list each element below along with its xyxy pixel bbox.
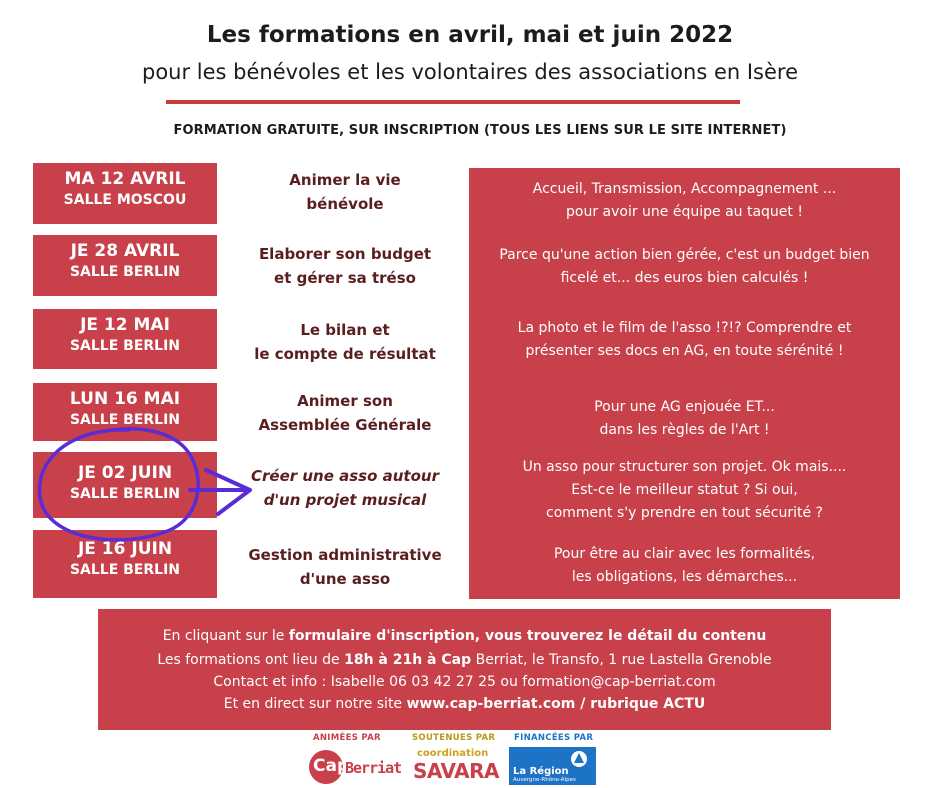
- session-date: JE 28 AVRIL: [70, 241, 180, 261]
- session-description: [469, 543, 900, 589]
- session-room: SALLE BERLIN: [69, 338, 181, 354]
- region-name-text: La Région: [513, 766, 569, 777]
- session-topic: [236, 389, 454, 437]
- cap-berriat-logo: [309, 750, 405, 784]
- session-date: JE 16 JUIN: [77, 539, 173, 559]
- session-description-line: Accueil, Transmission, Accompagnement ...: [532, 181, 837, 197]
- page-title: Les formations en avril, mai et juin 2022: [206, 22, 734, 48]
- page-subtitle: pour les bénévoles et les volontaires des associations en Isère: [141, 60, 798, 84]
- session-topic: [236, 543, 454, 591]
- region-subname-text: Auvergne-Rhône-Alpes: [513, 777, 576, 783]
- session-topic-line: et gérer sa tréso: [274, 269, 416, 287]
- session-topic-line: le compte de résultat: [254, 345, 436, 363]
- session-description-line: Est-ce le meilleur statut ? Si oui,: [571, 482, 798, 498]
- session-topic-line: Créer une asso autour: [251, 467, 439, 485]
- session-room: SALLE BERLIN: [69, 264, 181, 280]
- supported-by-label: SOUTENUES PAR: [412, 733, 496, 743]
- session-topic-line: d'un projet musical: [263, 491, 427, 509]
- session-description-line: présenter ses docs en AG, en toute sérénité !: [525, 343, 844, 359]
- registration-form-link[interactable]: formulaire d'inscription, vous trouverez le détail du contenu: [288, 628, 767, 644]
- session-description-line: pour avoir une équipe au taquet !: [566, 204, 803, 220]
- session-topic-line: bénévole: [306, 195, 384, 213]
- savara-coordination-text: coordination: [417, 748, 489, 759]
- session-topic-line: d'une asso: [299, 570, 391, 588]
- free-registration-notice: FORMATION GRATUITE, SUR INSCRIPTION (TOUS LES LIENS SUR LE SITE INTERNET): [173, 123, 787, 138]
- session-date: LUN 16 MAI: [69, 389, 181, 409]
- website-link[interactable]: www.cap-berriat.com / rubrique ACTU: [406, 696, 706, 712]
- info-text: Berriat, le Transfo, 1 rue Lastella Grenoble: [471, 652, 772, 668]
- session-room: SALLE MOSCOU: [63, 192, 187, 208]
- session-description-line: La photo et le film de l'asso !?!? Comprendre et: [517, 320, 852, 336]
- session-description-line: ficelé et... des euros bien calculés !: [560, 270, 809, 286]
- session-room: SALLE BERLIN: [69, 562, 181, 578]
- info-text: Et en direct sur notre site: [223, 696, 407, 712]
- session-description: [469, 456, 900, 525]
- session-description: [469, 244, 900, 290]
- session-description-line: dans les règles de l'Art !: [599, 422, 770, 438]
- session-date: JE 02 JUIN: [77, 463, 173, 483]
- session-topic: [236, 318, 454, 366]
- session-topic-line: Elaborer son budget: [258, 245, 432, 263]
- session-topic-line: Animer son: [297, 392, 393, 410]
- session-topic: [236, 242, 454, 290]
- session-date: JE 12 MAI: [80, 315, 170, 335]
- info-text: Les formations ont lieu de: [157, 652, 345, 668]
- session-description: [469, 317, 900, 363]
- session-date: MA 12 AVRIL: [64, 169, 186, 189]
- session-description-line: comment s'y prendre en tout sécurité ?: [546, 505, 823, 521]
- animated-by-label: ANIMÉES PAR: [313, 733, 381, 743]
- session-description: [469, 396, 900, 442]
- info-line-registration: [98, 626, 831, 646]
- session-date-box: [33, 383, 217, 441]
- session-topic-line: Animer la vie: [289, 171, 401, 189]
- info-text: En cliquant sur le: [162, 628, 289, 644]
- session-description-line: Un asso pour structurer son projet. Ok mais....: [522, 459, 847, 475]
- logo-cap-text: Cap: [313, 756, 350, 776]
- logo-berriat-text: Berriat: [345, 759, 402, 777]
- session-topic: [236, 464, 454, 512]
- info-line-website: [98, 694, 831, 714]
- session-topic: [236, 168, 454, 216]
- session-room: SALLE BERLIN: [69, 486, 181, 502]
- info-line-contact: Contact et info : Isabelle 06 03 42 27 25 ou formation@cap-berriat.com: [213, 674, 716, 690]
- region-logo: [509, 747, 596, 785]
- session-date-box: [33, 530, 217, 598]
- session-date-box: [33, 452, 217, 518]
- region-triangle-icon: [569, 750, 589, 768]
- session-description: [469, 178, 900, 224]
- session-topic-line: Le bilan et: [300, 321, 390, 339]
- session-topic-line: Gestion administrative: [248, 546, 442, 564]
- session-room: SALLE BERLIN: [69, 412, 181, 428]
- session-topic-line: Assemblée Générale: [258, 416, 432, 434]
- funded-by-label: FINANCÉES PAR: [514, 733, 594, 743]
- session-date-box: [33, 235, 217, 296]
- session-description-line: Pour une AG enjouée ET...: [594, 399, 775, 415]
- info-bold-text: 18h à 21h à Cap: [344, 652, 472, 668]
- session-date-box: [33, 163, 217, 224]
- session-description-line: Pour être au clair avec les formalités,: [553, 546, 816, 562]
- session-description-line: Parce qu'une action bien gérée, c'est un budget bien: [499, 247, 870, 263]
- descriptions-panel: [469, 168, 900, 599]
- title-divider: [166, 100, 740, 104]
- session-date-box: [33, 309, 217, 369]
- info-line-schedule: [98, 650, 831, 670]
- session-description-line: les obligations, les démarches...: [571, 569, 798, 585]
- savara-name-text: SAVARA: [413, 759, 500, 783]
- savara-logo: [413, 748, 503, 786]
